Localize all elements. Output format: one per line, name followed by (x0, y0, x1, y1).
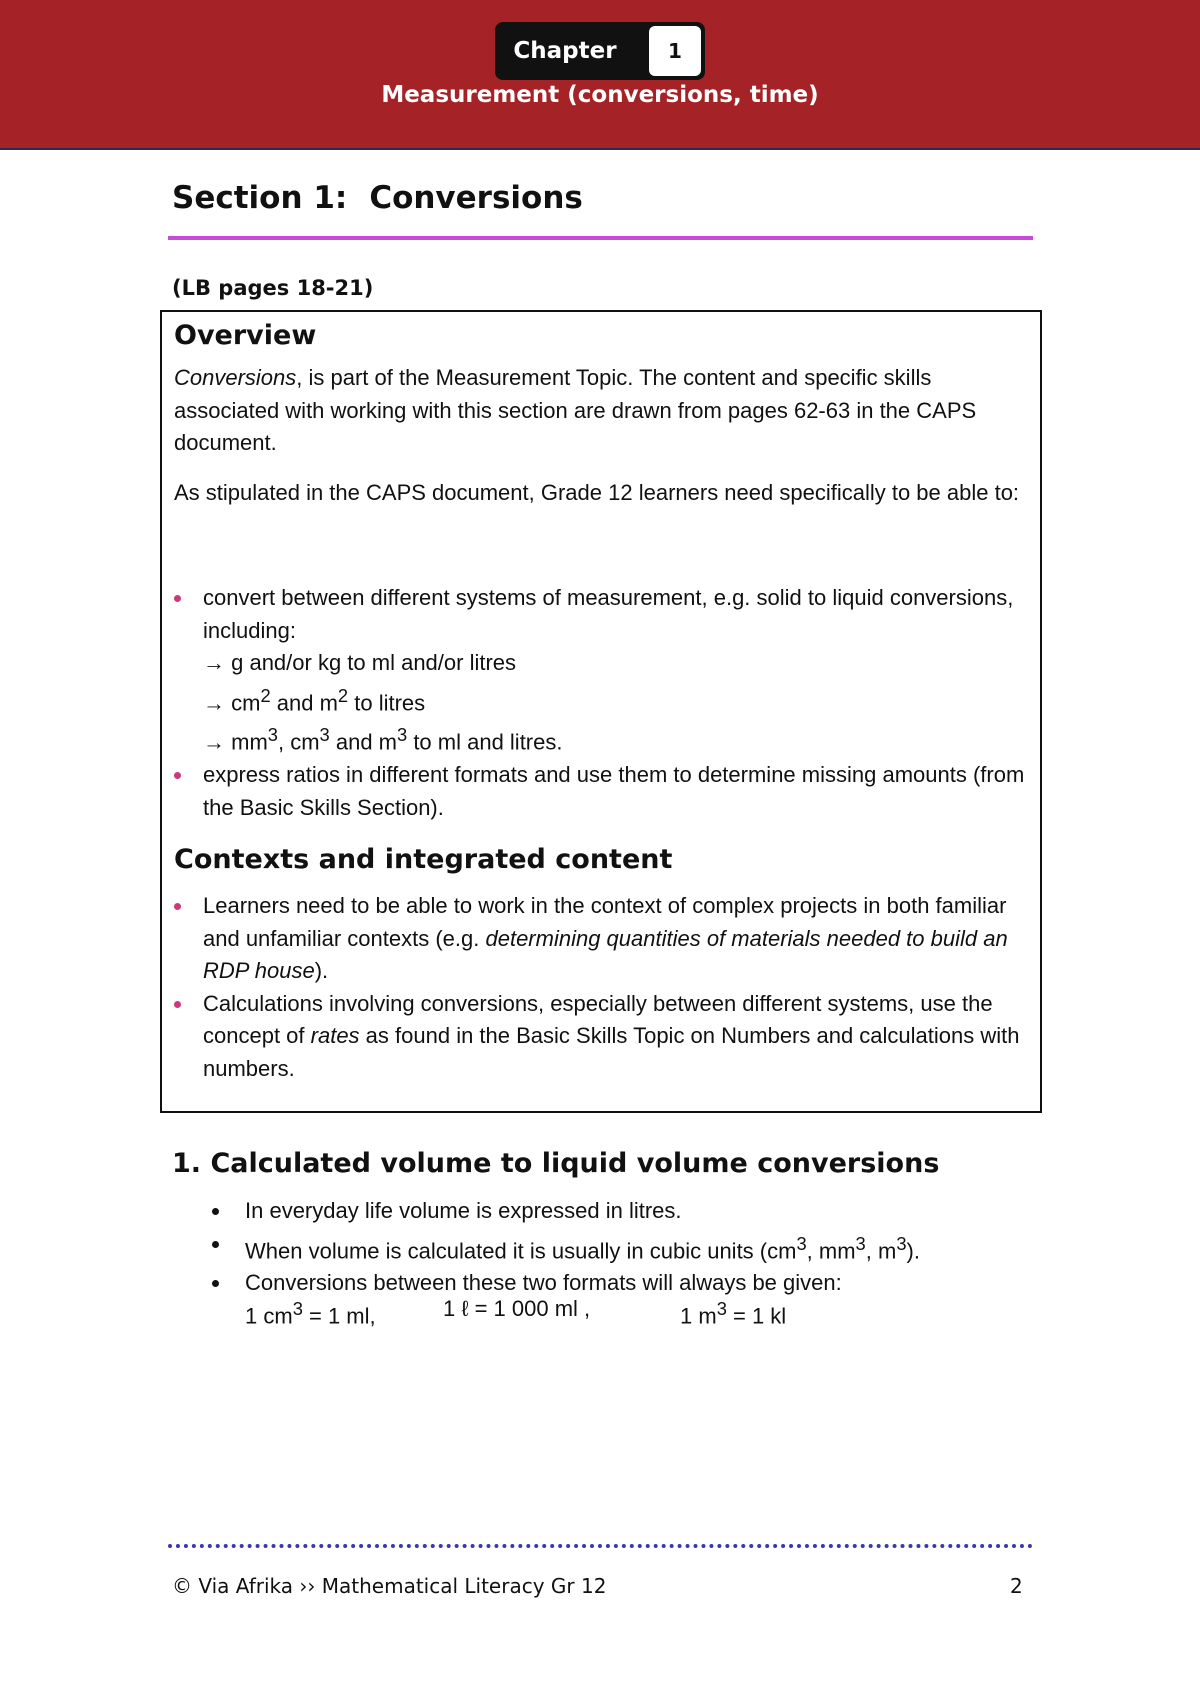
superscript: 3 (896, 1232, 907, 1254)
conversions-term: Conversions (174, 365, 297, 390)
chapter-label: Chapter (513, 38, 617, 64)
context-text: as found in the Basic Skills Topic on Numbers and calculations with numbers. (203, 1023, 1020, 1081)
arrow-icon: → (203, 650, 225, 675)
superscript: 3 (319, 724, 330, 746)
superscript: 3 (796, 1232, 807, 1254)
footer-divider (168, 1544, 1033, 1548)
bullet-icon (174, 903, 181, 910)
superscript: 2 (260, 684, 271, 706)
superscript: 3 (267, 724, 278, 746)
section-name: Conversions (369, 180, 583, 216)
list-item (174, 890, 1034, 988)
contexts-list (174, 890, 1034, 1085)
contexts-heading: Contexts and integrated content (174, 844, 673, 875)
overview-paragraph-text: , is part of the Measurement Topic. The content and specific skills associated with working with this section are drawn from pages 62-63 in the CAPS document. (174, 365, 977, 455)
arrow-icon: → (203, 689, 225, 715)
superscript: 3 (292, 1298, 303, 1319)
conversion-line-mass (203, 647, 1034, 680)
formula-cm3-ml (245, 1293, 376, 1333)
overview-paragraph (174, 362, 1034, 460)
section-divider (168, 236, 1033, 240)
list-item (174, 582, 1034, 759)
conversion-line-text: mm (225, 729, 268, 755)
chapter-subtitle: Measurement (conversions, time) (381, 82, 819, 108)
context-example: determining quantities of materials needed to build an RDP house (203, 925, 1008, 983)
chapter-number: 1 (649, 26, 701, 76)
section-title (172, 180, 583, 216)
bullet-icon (174, 1001, 181, 1008)
context-text: Calculations involving conversions, especially between different systems, use the concept of (203, 990, 993, 1048)
conversion-line-text: to ml and litres. (407, 729, 563, 755)
volume-text: In everyday life volume is expressed in litres. (245, 1198, 682, 1223)
chapter-badge (495, 22, 705, 80)
conversion-line-text: g and/or kg to ml and/or litres (225, 650, 517, 675)
bullet-icon (212, 1208, 219, 1215)
bullet-icon (212, 1241, 219, 1248)
superscript: 3 (855, 1232, 866, 1254)
overview-heading: Overview (174, 320, 317, 351)
footer-copyright: © Via Afrika ›› Mathematical Literacy Gr 12 (172, 1574, 607, 1598)
conversion-line-text: cm (225, 689, 261, 715)
list-item (200, 1228, 1040, 1268)
superscript: 3 (397, 724, 408, 746)
lb-pages-reference: (LB pages 18-21) (172, 276, 374, 300)
formula-text: = 1 ml, (302, 1303, 376, 1329)
formula-text: 1 m (680, 1303, 717, 1329)
bullet-icon (174, 595, 181, 602)
list-item (174, 988, 1034, 1086)
arrow-icon: → (203, 729, 225, 755)
overview-box (160, 310, 1042, 1113)
list-item (174, 759, 1034, 824)
formula-text: 1 cm (245, 1303, 293, 1329)
volume-text: , m (865, 1237, 897, 1263)
conversion-line-area (203, 680, 1034, 720)
chapter-banner (0, 0, 1200, 150)
conversion-line-text: and m (329, 729, 397, 755)
formula-litre-ml: 1 ℓ = 1 000 ml , (443, 1296, 591, 1321)
context-text: Learners need to be able to work in the context of complex projects in both familiar and unfamiliar contexts (e.g. (203, 893, 1007, 951)
part1-heading: 1. Calculated volume to liquid volume conversions (172, 1148, 940, 1179)
page-number: 2 (1010, 1574, 1023, 1598)
caps-paragraph: As stipulated in the CAPS document, Grade 12 learners need specifically to be able to: (174, 480, 1020, 505)
conversion-line-text: to litres (348, 689, 426, 715)
bullet-icon (174, 772, 181, 779)
conversion-line-text: , cm (277, 729, 320, 755)
conversion-formulas (245, 1293, 945, 1327)
skills-list (174, 582, 1034, 824)
superscript: 3 (716, 1298, 727, 1319)
rates-term: rates (310, 1023, 360, 1048)
formula-text: = 1 kl (726, 1303, 787, 1329)
conversion-line-volume (203, 719, 1034, 759)
volume-list (200, 1195, 1040, 1300)
volume-text: Conversions between these two formats will always be given: (245, 1270, 842, 1296)
volume-text: , mm (806, 1237, 856, 1263)
list-item (200, 1195, 1040, 1228)
bullet-icon (212, 1280, 219, 1287)
volume-text: ). (906, 1237, 920, 1263)
volume-text: When volume is calculated it is usually in cubic units (cm (245, 1237, 797, 1263)
skill-convert-text: convert between different systems of measurement, e.g. solid to liquid conversions, including: (203, 585, 1014, 643)
conversion-line-text: and m (270, 689, 338, 715)
superscript: 2 (337, 684, 349, 706)
context-text: ). (314, 958, 329, 983)
section-number: Section 1: (172, 180, 348, 216)
skill-ratios-text: express ratios in different formats and use them to determine missing amounts (from the Basic Skills Section). (203, 762, 1025, 820)
formula-m3-kl (680, 1293, 786, 1333)
